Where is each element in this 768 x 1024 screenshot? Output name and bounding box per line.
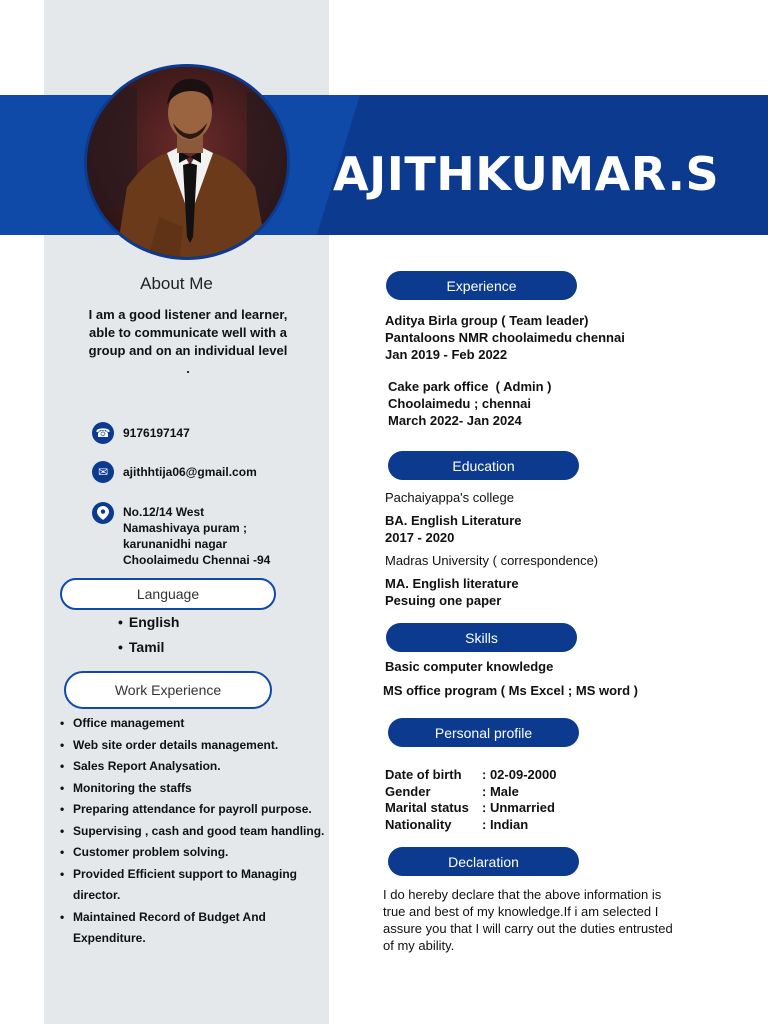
education-heading: Education	[388, 451, 579, 480]
personal-profile-heading: Personal profile	[388, 718, 579, 747]
profile-row-nationality	[385, 817, 556, 834]
work-experience-heading: Work Experience	[64, 671, 272, 709]
list-item: • Preparing attendance for payroll purpose.	[60, 799, 328, 821]
experience-job-1	[385, 312, 625, 363]
college-2: Madras University ( correspondence)	[385, 553, 599, 568]
profile-value: : Indian	[482, 816, 529, 832]
language-heading: Language	[60, 578, 276, 610]
profile-label: Marital status	[385, 800, 469, 815]
experience-job-2	[388, 378, 552, 429]
contact-address	[92, 502, 270, 568]
declaration-text: I do hereby declare that the above information is true and best of my knowledge.If i am selected I assure you that I will carry out the duties entrusted of my ability.	[383, 887, 673, 953]
job-2-line-1: Cake park office ( Admin )	[388, 379, 552, 394]
phone-icon: ☎	[92, 422, 114, 444]
skill-item-2: MS office program ( Ms Excel ; MS word )	[383, 683, 638, 698]
years-1: 2017 - 2020	[385, 530, 455, 545]
email-icon: ✉	[92, 461, 114, 483]
personal-profile-table	[385, 767, 556, 833]
language-item: • English	[118, 614, 179, 639]
list-item: • Customer problem solving.	[60, 842, 328, 864]
skill-item-1: Basic computer knowledge	[385, 659, 554, 674]
contact-phone	[92, 422, 190, 444]
experience-heading: Experience	[386, 271, 577, 300]
profile-label: Nationality	[385, 816, 452, 832]
profile-value: : Unmarried	[482, 800, 555, 815]
status-2: Pesuing one paper	[385, 593, 502, 608]
skills-heading: Skills	[386, 623, 577, 652]
phone-number: 9176197147	[123, 426, 190, 440]
location-pin-icon	[92, 502, 114, 524]
list-item: • Monitoring the staffs	[60, 778, 328, 800]
address-line-1: No.12/14 West	[123, 505, 205, 519]
about-text: I am a good listener and learner, able to communicate well with a group and on an individual level .	[88, 307, 288, 376]
list-item: • Office management	[60, 713, 328, 735]
list-item: • Maintained Record of Budget And Expenditure.	[60, 907, 328, 950]
profile-photo	[84, 64, 290, 260]
list-item: • Provided Efficient support to Managing director.	[60, 864, 328, 907]
profile-label: Date of birth	[385, 767, 462, 782]
job-2-line-3: March 2022- Jan 2024	[388, 413, 522, 428]
email-address: ajithhtija06@gmail.com	[123, 465, 257, 479]
language-list	[118, 614, 179, 664]
contact-email	[92, 461, 257, 483]
declaration-heading: Declaration	[388, 847, 579, 876]
profile-row-dob	[385, 767, 556, 784]
candidate-name: AJITHKUMAR.S	[333, 147, 720, 201]
list-item: • Sales Report Analysation.	[60, 756, 328, 778]
address-line-2: Namashivaya puram ;	[123, 521, 248, 535]
profile-row-marital	[385, 800, 556, 817]
degree-1: BA. English Literature	[385, 513, 522, 528]
college-1: Pachaiyappa's college	[385, 490, 514, 505]
about-heading: About Me	[140, 274, 213, 293]
address-line-4: Choolaimedu Chennai -94	[123, 553, 271, 567]
degree-2: MA. English literature	[385, 576, 519, 591]
language-item: • Tamil	[118, 639, 179, 664]
profile-row-gender	[385, 784, 556, 801]
job-1-line-2: Pantaloons NMR choolaimedu chennai	[385, 330, 625, 345]
education-details	[385, 489, 598, 609]
list-item: • Web site order details management.	[60, 735, 328, 757]
list-item: • Supervising , cash and good team handling.	[60, 821, 328, 843]
address-line-3: karunanidhi nagar	[123, 537, 228, 551]
work-experience-list	[60, 713, 328, 950]
job-1-line-3: Jan 2019 - Feb 2022	[385, 347, 508, 362]
profile-label: Gender	[385, 783, 431, 799]
profile-value: : 02-09-2000	[482, 767, 557, 782]
job-1-line-1: Aditya Birla group ( Team leader)	[385, 313, 589, 328]
job-2-line-2: Choolaimedu ; chennai	[388, 396, 532, 411]
profile-photo-image	[87, 67, 290, 260]
profile-value: : Male	[482, 783, 519, 799]
